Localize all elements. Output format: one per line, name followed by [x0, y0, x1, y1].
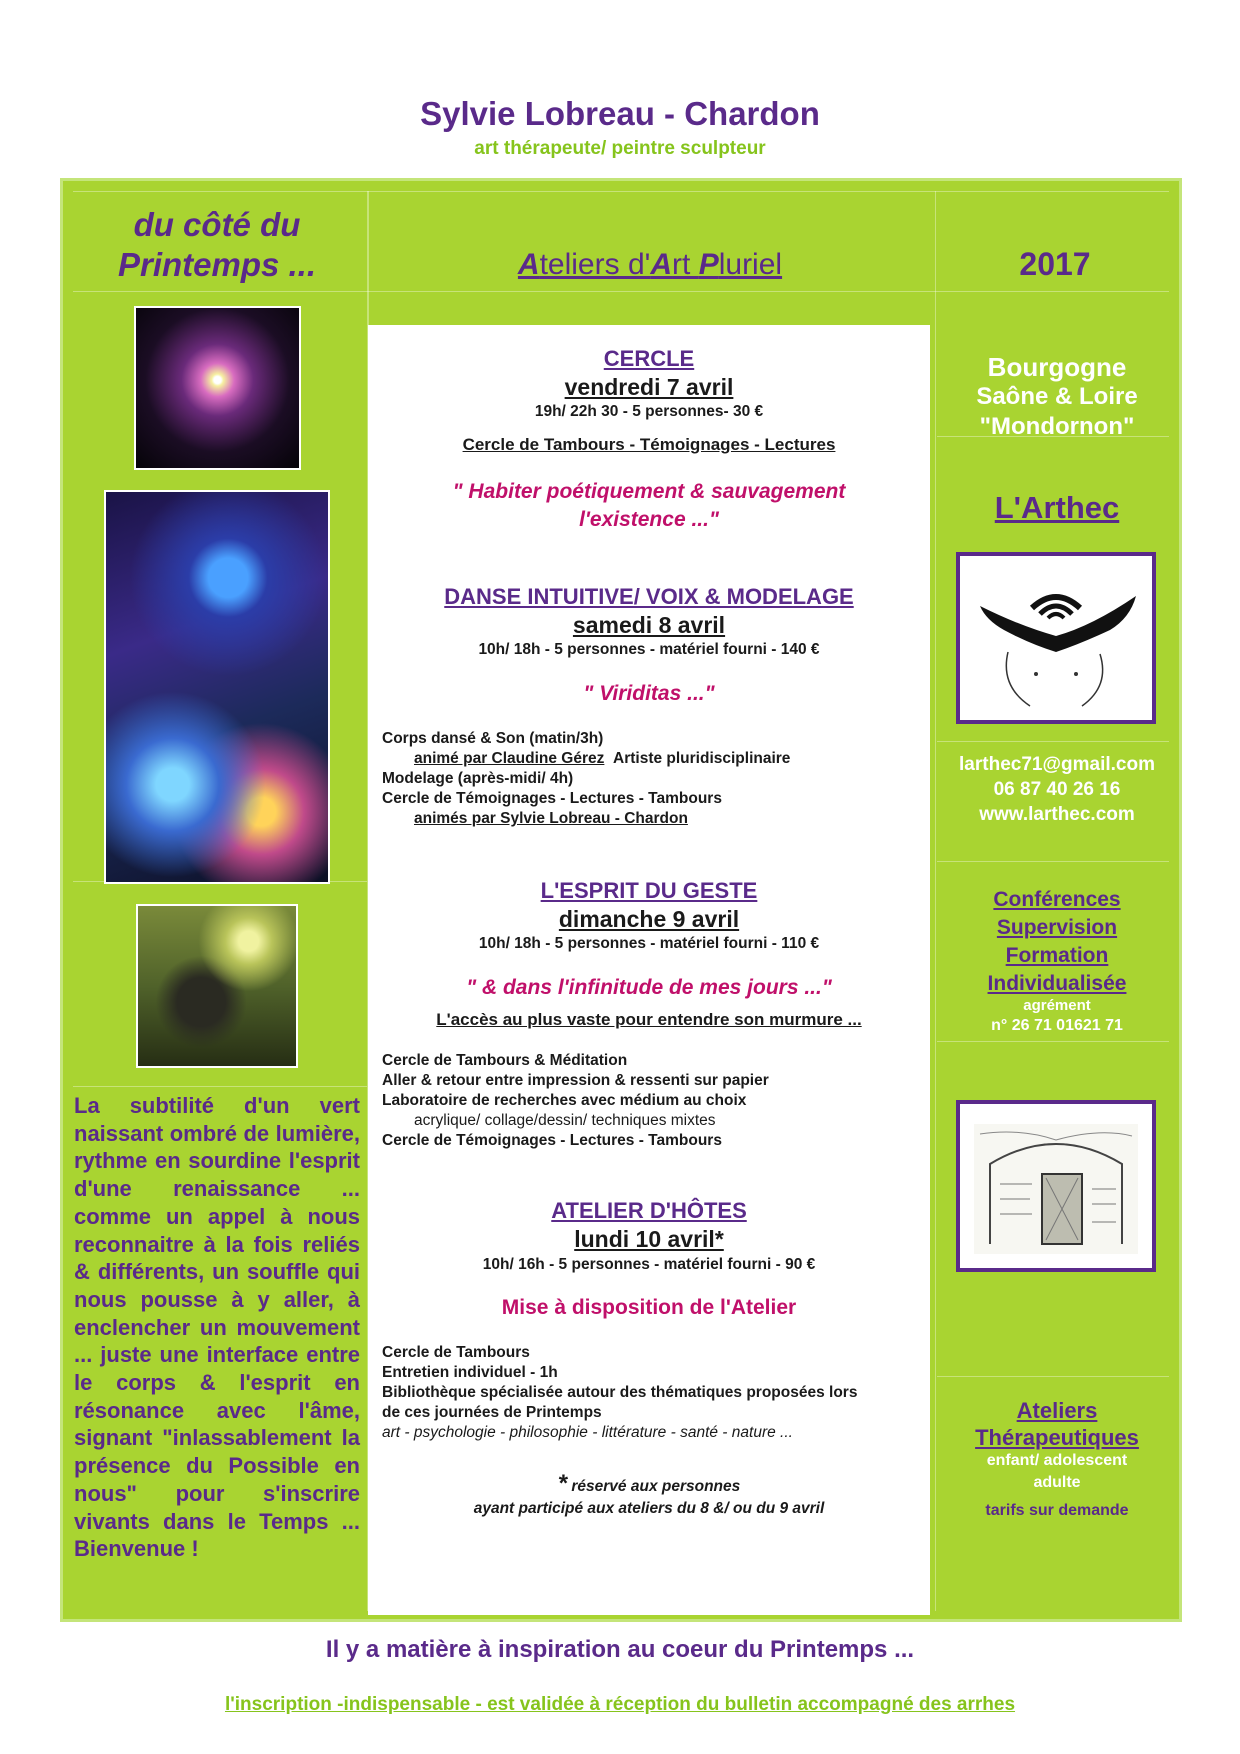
- agrement-number: n° 26 71 01621 71: [991, 1017, 1123, 1034]
- therapy-audience: [940, 1450, 1174, 1494]
- contacts: [940, 752, 1174, 827]
- title-letter-a: A: [517, 248, 540, 281]
- event-line: Cercle de Tambours & Méditation: [382, 1052, 628, 1069]
- event-quote: " Viriditas ...": [583, 682, 715, 705]
- audience-line: enfant/ adolescent: [986, 1452, 1128, 1469]
- services: [940, 886, 1174, 998]
- season-title-line2: Printemps ...: [117, 246, 317, 283]
- event-note: [368, 1470, 930, 1498]
- intro-text: La subtilité d'un vert naissant ombré de lumière, rythme en sourdine l'esprit d'une renaissance ... comme un appel à nous reconnaitre à la fois reliés & différents, un souffle qui nous pousse à y aller, à enclencher un mouvement ... juste une interface entre le corps & l'esprit en résonance avec l'âme, signant "inlassablement la présence du Possible en nous" pour s'inscrire vivants dans le Temps ... Bienvenue !: [74, 1093, 360, 1562]
- therapy-line: Ateliers: [1016, 1398, 1098, 1423]
- event-line: Laboratoire de recherches avec médium au choix: [382, 1092, 747, 1109]
- service-item[interactable]: Conférences: [993, 888, 1121, 911]
- event-info: 10h/ 18h - 5 personnes - matériel fourni - 140 €: [478, 641, 820, 658]
- arthec-logo: [956, 552, 1156, 724]
- fractal-image-1: [134, 306, 301, 470]
- house-sketch: [956, 1100, 1156, 1272]
- region-line: "Mondornon": [979, 413, 1135, 440]
- phone-number: 06 87 40 26 16: [993, 779, 1121, 800]
- event-date: samedi 8 avril: [572, 612, 726, 638]
- title-part: rt: [672, 248, 699, 281]
- fractal-image-2: [104, 490, 330, 884]
- event-line: Cercle de Tambours: [382, 1344, 530, 1361]
- event-subtitle: Cercle de Tambours - Témoignages - Lectures: [462, 435, 836, 454]
- season-title: [72, 205, 362, 285]
- title-part: teliers d': [539, 248, 651, 281]
- event-line: Modelage (après-midi/ 4h): [382, 770, 574, 787]
- event-line: acrylique/ collage/dessin/ techniques mixtes: [414, 1112, 716, 1129]
- title-letter-a2: A: [650, 248, 673, 281]
- region-line: Bourgogne: [987, 352, 1127, 382]
- event-title: DANSE INTUITIVE/ VOIX & MODELAGE: [444, 584, 854, 609]
- event-quote: [368, 478, 930, 534]
- event-subtitle: L'accès au plus vaste pour entendre son murmure ...: [436, 1010, 862, 1029]
- service-item[interactable]: Individualisée: [987, 972, 1127, 995]
- therapy-line: Thérapeutiques: [975, 1425, 1139, 1450]
- footer-tagline: Il y a matière à inspiration au coeur du Printemps ...: [325, 1636, 915, 1663]
- event-info: 10h/ 18h - 5 personnes - matériel fourni - 110 €: [478, 935, 820, 952]
- meditation-image: [136, 904, 298, 1068]
- email-link[interactable]: larthec71@gmail.com: [959, 754, 1155, 775]
- audience-line: adulte: [1033, 1474, 1081, 1491]
- event-date: lundi 10 avril*: [574, 1226, 724, 1252]
- title-letter-p: P: [698, 248, 719, 281]
- header-role: art thérapeute/ peintre sculpteur: [474, 138, 766, 159]
- event-line-part: animé par Claudine Gérez: [414, 750, 605, 767]
- header-name: Sylvie Lobreau - Chardon: [420, 95, 820, 132]
- event-note: ayant participé aux ateliers du 8 &/ ou du 9 avril: [473, 1500, 825, 1517]
- event-quote: Mise à disposition de l'Atelier: [501, 1296, 797, 1319]
- region: [940, 352, 1174, 442]
- year: 2017: [1019, 246, 1091, 282]
- note-text: réservé aux personnes: [567, 1478, 741, 1495]
- event-line: Cercle de Témoignages - Lectures - Tambours: [382, 790, 722, 807]
- service-item[interactable]: Formation: [1005, 944, 1109, 967]
- event-date: dimanche 9 avril: [558, 906, 740, 932]
- event-title: L'ESPRIT DU GESTE: [540, 878, 758, 903]
- title-part: luriel: [718, 248, 783, 281]
- region-line: Saône & Loire: [976, 383, 1138, 410]
- tarifs: tarifs sur demande: [985, 1502, 1129, 1519]
- therapy-workshops[interactable]: [940, 1397, 1174, 1451]
- ateliers-title: [380, 248, 920, 282]
- event-quote-line: " Habiter poétiquement & sauvagement: [452, 480, 846, 503]
- event-line: art - psychologie - philosophie - littérature - santé - nature ...: [382, 1424, 793, 1441]
- service-item[interactable]: Supervision: [996, 916, 1118, 939]
- event-line: Entretien individuel - 1h: [382, 1364, 558, 1381]
- event-line: Bibliothèque spécialisée autour des thématiques proposées lors: [382, 1384, 858, 1401]
- event-line: Cercle de Témoignages - Lectures - Tambours: [382, 1132, 722, 1149]
- event-date: vendredi 7 avril: [564, 374, 734, 400]
- house-drawing: [960, 1104, 1152, 1268]
- event-line: de ces journées de Printemps: [382, 1404, 602, 1421]
- event-info: 19h/ 22h 30 - 5 personnes- 30 €: [534, 403, 764, 420]
- event-line-part: Artiste pluridisciplinaire: [613, 750, 791, 767]
- event-line: Corps dansé & Son (matin/3h): [382, 730, 604, 747]
- event-title: ATELIER D'HÔTES: [551, 1198, 747, 1223]
- website-link[interactable]: www.larthec.com: [979, 804, 1135, 825]
- event-info: 10h/ 16h - 5 personnes - matériel fourni - 90 €: [482, 1256, 816, 1273]
- agrement-label: agrément: [1023, 997, 1091, 1014]
- note-star: *: [557, 1470, 568, 1497]
- event-quote-line: l'existence ...": [579, 508, 719, 531]
- season-title-line1: du côté du: [133, 206, 301, 243]
- logo-drawing: [960, 556, 1152, 720]
- event-title: CERCLE: [603, 346, 695, 371]
- footer-registration-link[interactable]: l'inscription -indispensable - est validée à réception du bulletin accompagné des arrhes: [224, 1694, 1016, 1715]
- event-line: Aller & retour entre impression & ressenti sur papier: [382, 1072, 769, 1089]
- event-line: [414, 750, 954, 768]
- event-line: animés par Sylvie Lobreau - Chardon: [414, 810, 688, 827]
- org-name[interactable]: L'Arthec: [994, 490, 1120, 525]
- event-quote: " & dans l'infinitude de mes jours ...": [466, 976, 832, 999]
